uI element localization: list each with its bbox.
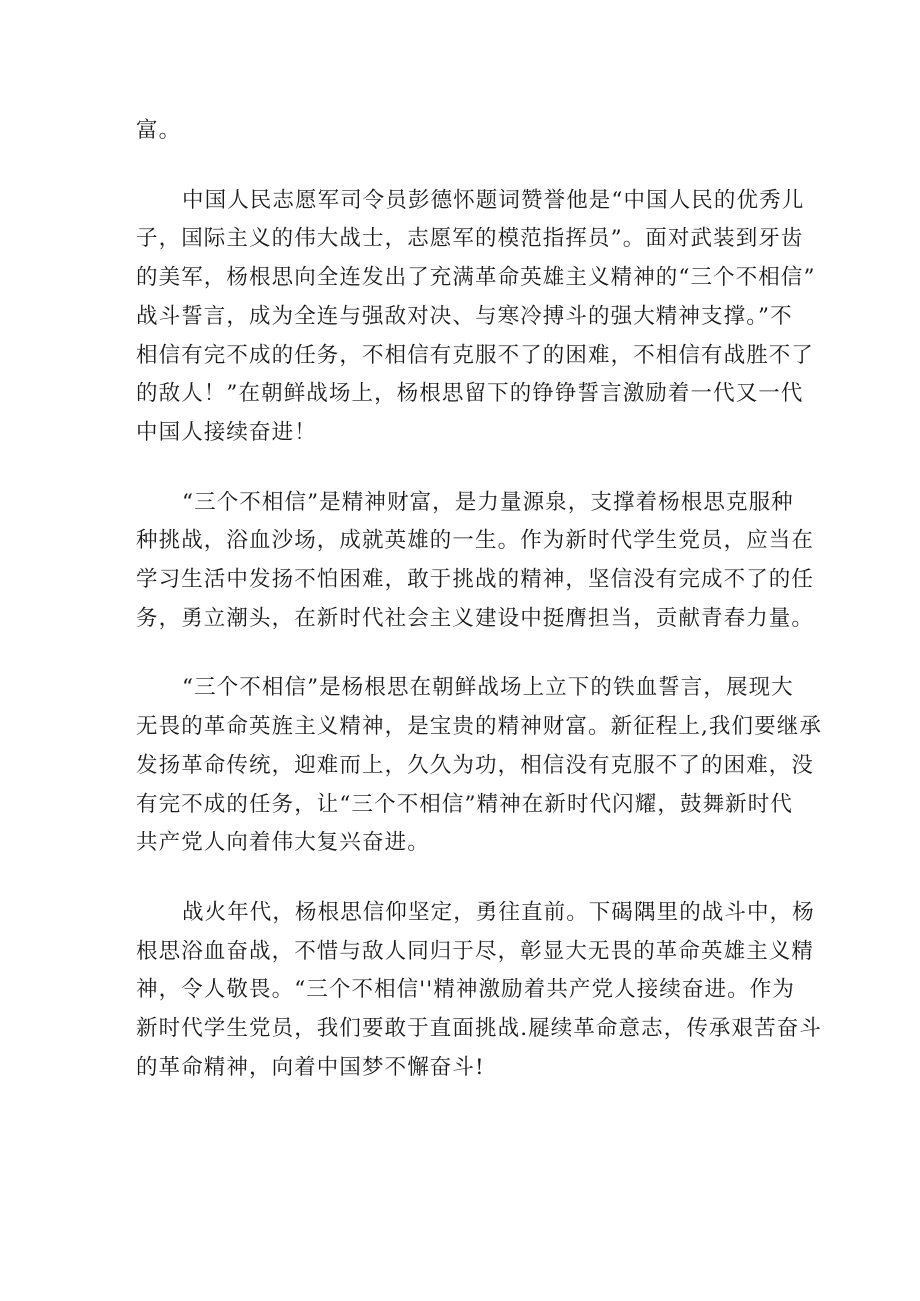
paragraph-gap <box>136 151 796 182</box>
text-line: “三个不相信”是杨根思在朝鲜战场上立下的铁血誓言，展现大 <box>182 675 794 701</box>
text-line: “三个不相信”是精神财富，是力量源泉，支撑着杨根思克服种 <box>182 489 794 515</box>
text-line: 中国人民志愿军司令员彭德怀题词赞誉他是“中国人民的优秀儿 <box>182 187 805 213</box>
text-line: 富。 <box>136 118 182 143</box>
text-line: 学习生活中发扬不怕困难，敢于挑战的精神，坚信没有完成不了的任 <box>136 567 815 593</box>
paragraph-gap <box>136 638 796 669</box>
text-line: 战火年代，杨根思信仰坚定，勇往直前。下碣隅里的战斗中，杨 <box>182 899 815 925</box>
text-line: 子，国际主义的伟大战士，志愿军的模范指挥员”。面对武装到牙齿 <box>136 226 804 252</box>
text-line: 战斗誓言，成为全连与强敌对决、与寒冷搏斗的强大精神支撑。”不 <box>136 303 793 329</box>
paragraph-gap <box>136 863 796 894</box>
text-line: 相信有完不成的任务，不相信有克服不了的困难，不相信有战胜不了 <box>136 342 815 368</box>
text-line: 根思浴血奋战，不惜与敌人同归于尽，彰显大无畏的革命英雄主义精 <box>136 938 815 964</box>
paragraph-gap <box>136 453 796 484</box>
text-line: 发扬革命传统，迎难而上，久久为功，相信没有克服不了的困难，没 <box>136 752 815 778</box>
text-line: 的革命精神，向着中国梦不懈奋斗! <box>136 1054 485 1080</box>
text-line: 的敌人！”在朝鲜战场上，杨根思留下的铮铮誓言激励着一代又一代 <box>136 381 804 407</box>
text-line: 神，令人敬畏。“三个不相信''精神激励着共产党人接续奋进。作为 <box>136 977 795 1003</box>
document-page <box>136 112 822 1087</box>
text-line: 中国人接续奋进！ <box>136 419 317 445</box>
paragraph-4 <box>136 669 822 863</box>
text-line: 共产党人向着伟大复兴奋进。 <box>136 830 430 856</box>
text-line: 无畏的革命英旌主义精神，是宝贵的精神财富。新征程上,我们要继承 <box>136 714 822 740</box>
paragraph-3 <box>136 484 815 639</box>
text-line: 务，勇立潮头，在新时代社会主义建设中挺膺担当，贡献青春力量。 <box>136 605 815 631</box>
text-line: 种挑战，浴血沙场，成就英雄的一生。作为新时代学生党员，应当在 <box>136 528 815 554</box>
paragraph-5 <box>136 894 822 1088</box>
paragraph-1 <box>136 112 796 151</box>
paragraph-2 <box>136 182 816 453</box>
text-line: 有完不成的任务，让“三个不相信”精神在新时代闪耀，鼓舞新时代 <box>136 791 793 817</box>
text-line: 的美军，杨根思向全连发出了充满革命英雄主义精神的“三个不相信” <box>136 265 816 291</box>
text-line: 新时代学生党员，我们要敢于直面挑战.屣续革命意志，传承艰苦奋斗 <box>136 1016 822 1042</box>
